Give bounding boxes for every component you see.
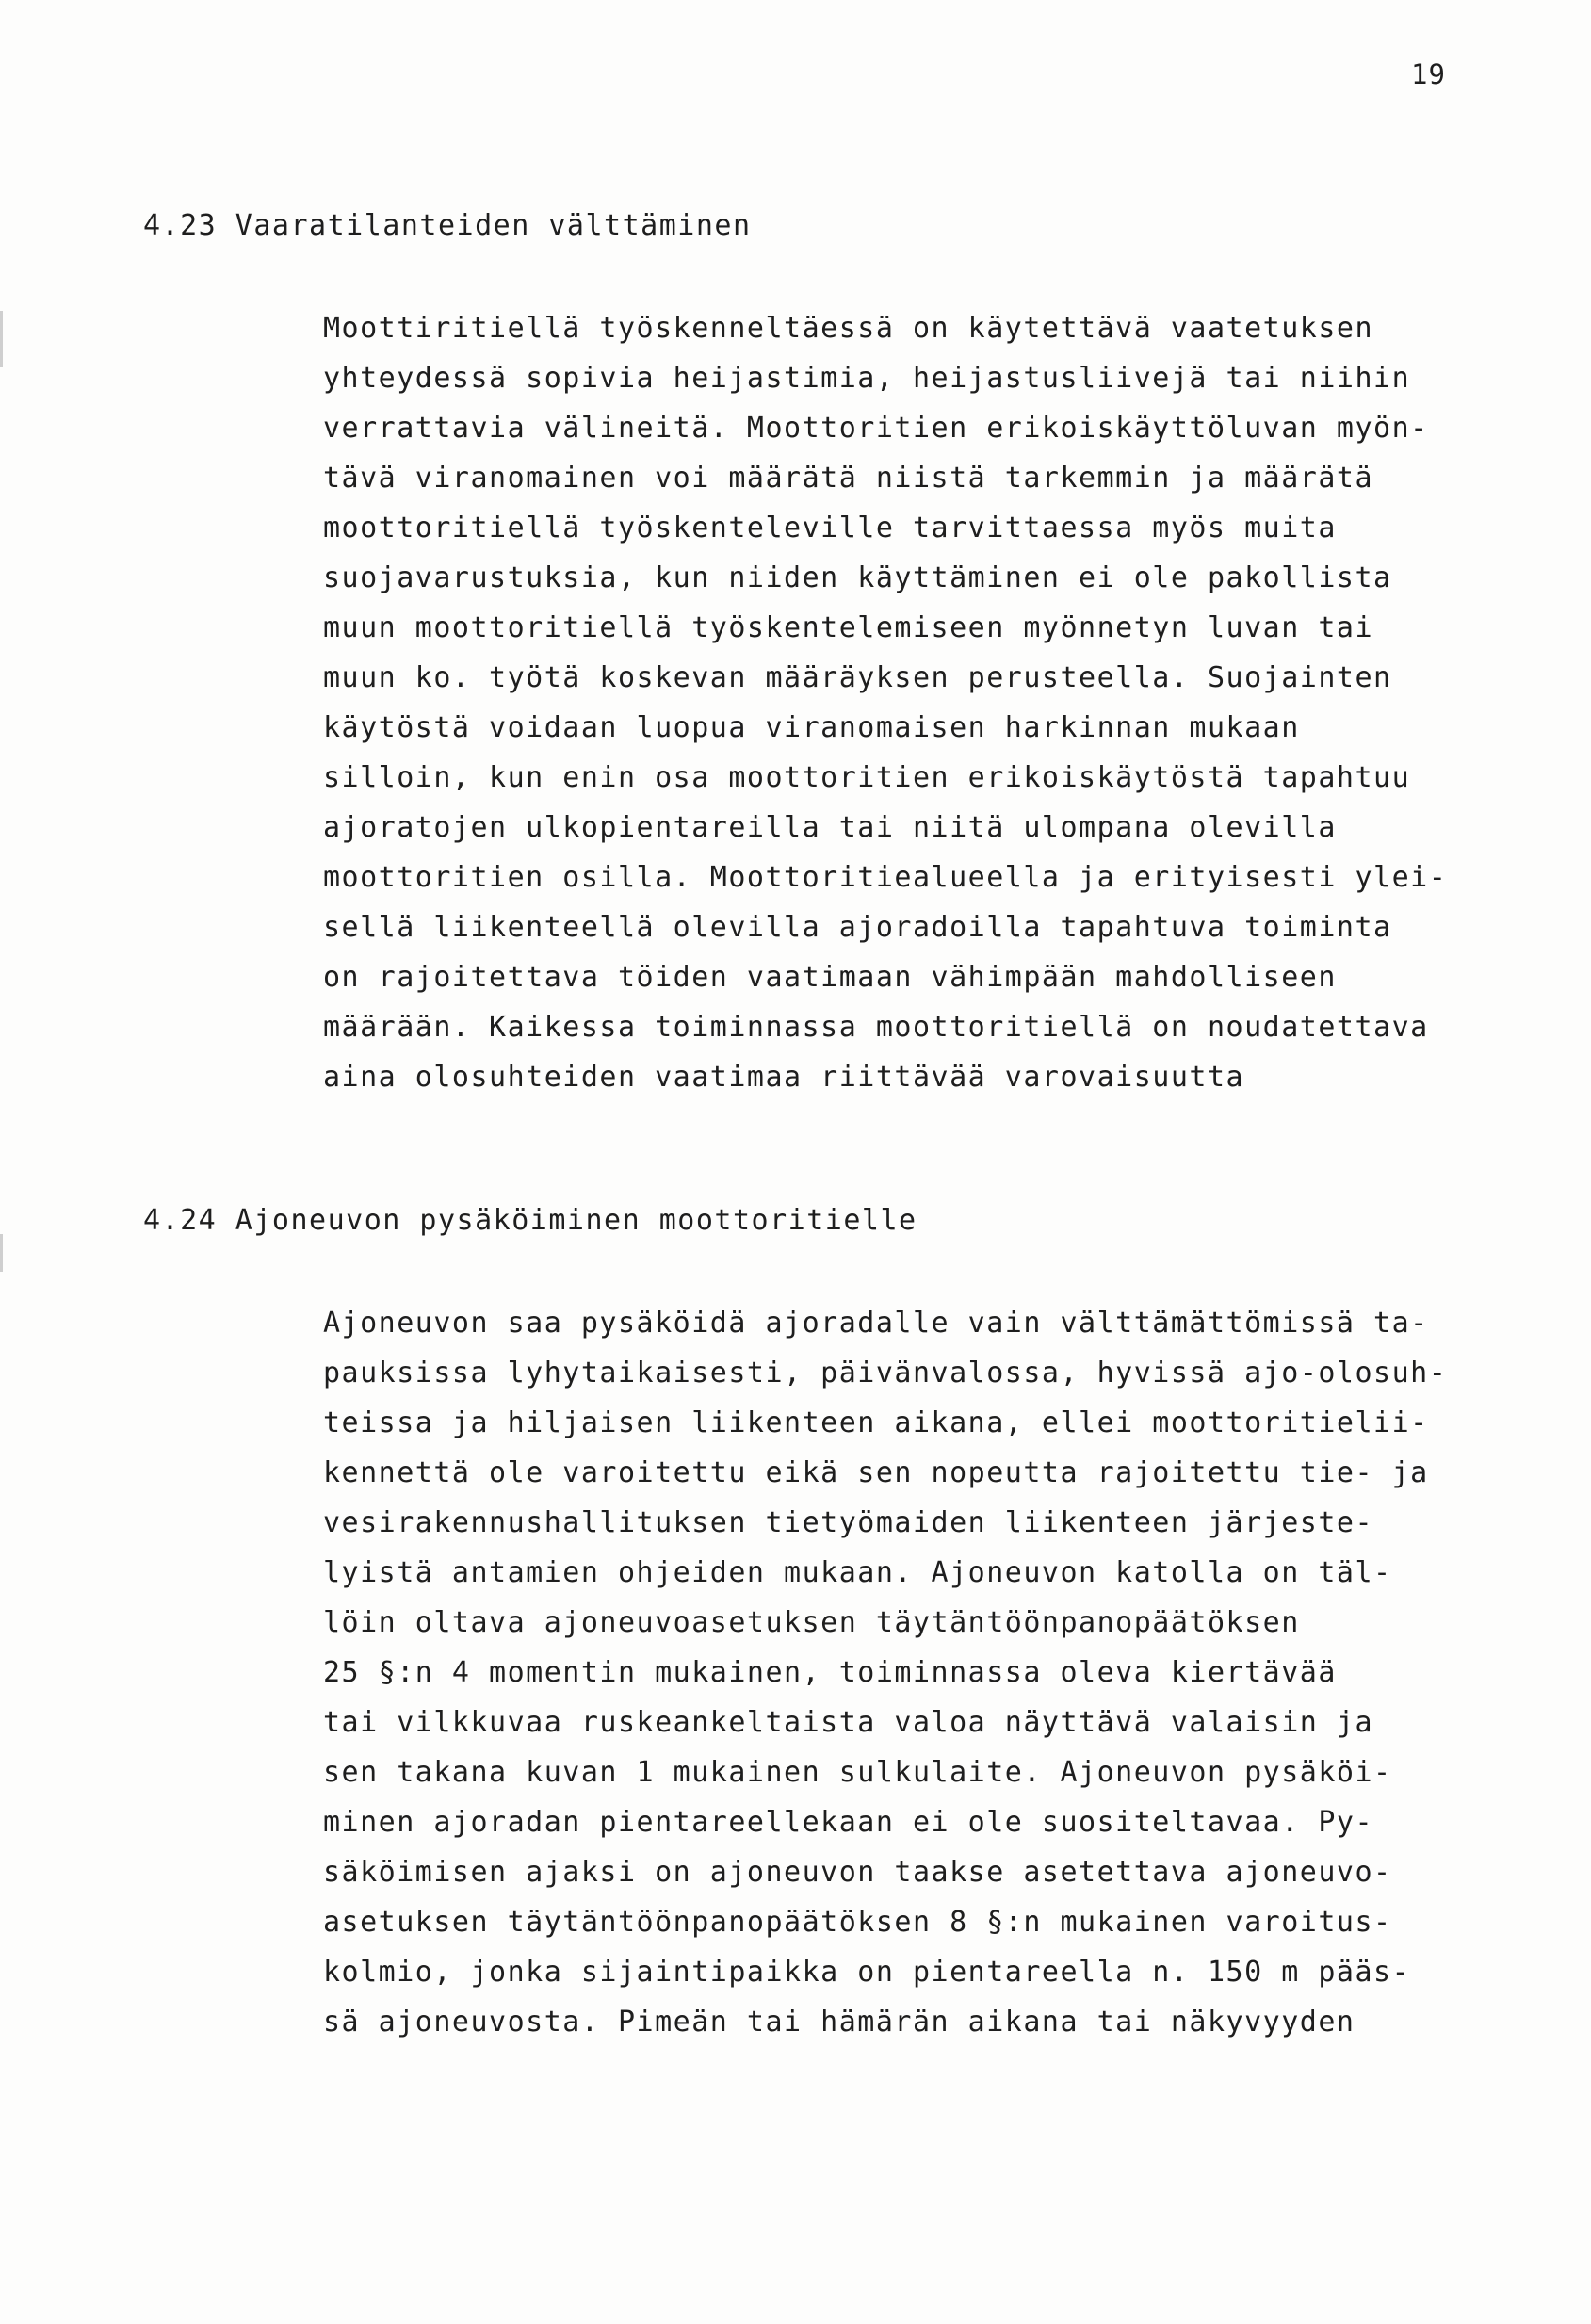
text-line: 25 §:n 4 momentin mukainen, toiminnassa oleva kiertävää: [323, 1656, 1337, 1689]
text-line: käytöstä voidaan luopua viranomaisen harkinnan mukaan: [323, 711, 1300, 744]
text-line: verrattavia välineitä. Moottoritien erikoiskäyttöluvan myön-: [323, 412, 1429, 445]
text-line: teissa ja hiljaisen liikenteen aikana, ellei moottoritielii-: [323, 1406, 1429, 1439]
text-line: Ajoneuvon saa pysäköidä ajoradalle vain välttämättömissä ta-: [323, 1307, 1429, 1340]
text-line: sellä liikenteellä olevilla ajoradoilla tapahtuva toiminta: [323, 911, 1392, 944]
text-line: aina olosuhteiden vaatimaa riittävää varovaisuutta: [323, 1061, 1245, 1094]
text-line: sen takana kuvan 1 mukainen sulkulaite. Ajoneuvon pysäköi-: [323, 1756, 1392, 1789]
text-line: määrään. Kaikessa toiminnassa moottoritiellä on noudatettava: [323, 1011, 1429, 1044]
text-line: yhteydessä sopivia heijastimia, heijastusliivejä tai niihin: [323, 362, 1411, 395]
text-line: silloin, kun enin osa moottoritien erikoiskäytöstä tapahtuu: [323, 761, 1411, 794]
page-number: 19: [1411, 58, 1446, 90]
text-line: löin oltava ajoneuvoasetuksen täytäntöönpanopäätöksen: [323, 1606, 1300, 1639]
text-line: pauksissa lyhytaikaisesti, päivänvalossa, hyvissä ajo-olosuh-: [323, 1357, 1448, 1390]
text-line: sä ajoneuvosta. Pimeän tai hämärän aikana tai näkyvyyden: [323, 2006, 1356, 2039]
scan-edge-mark: [0, 311, 3, 367]
text-line: moottoritien osilla. Moottoritiealueella ja erityisesti ylei-: [323, 861, 1448, 894]
text-line: on rajoitettava töiden vaatimaan vähimpään mahdolliseen: [323, 961, 1337, 994]
text-line: minen ajoradan pientareellekaan ei ole suositeltavaa. Py-: [323, 1806, 1374, 1839]
text-line: asetuksen täytäntöönpanopäätöksen 8 §:n mukainen varoitus-: [323, 1906, 1392, 1939]
text-line: kennettä ole varoitettu eikä sen nopeutta rajoitettu tie- ja: [323, 1456, 1429, 1489]
text-line: Moottiritiellä työskenneltäessä on käytettävä vaatetuksen: [323, 312, 1374, 345]
text-line: muun ko. työtä koskevan määräyksen perusteella. Suojainten: [323, 661, 1392, 694]
text-line: tävä viranomainen voi määrätä niistä tarkemmin ja määrätä: [323, 462, 1374, 495]
section-body: [323, 303, 1447, 1102]
text-line: tai vilkkuvaa ruskeankeltaista valoa näyttävä valaisin ja: [323, 1706, 1374, 1739]
text-line: moottoritiellä työskenteleville tarvittaessa myös muita: [323, 512, 1337, 544]
text-line: suojavarustuksia, kun niiden käyttäminen ei ole pakollista: [323, 561, 1392, 594]
section-heading: 4.23 Vaaratilanteiden välttäminen: [143, 209, 752, 242]
scan-edge-mark: [0, 1234, 3, 1272]
text-line: säköimisen ajaksi on ajoneuvon taakse asetettava ajoneuvo-: [323, 1856, 1392, 1889]
text-line: muun moottoritiellä työskentelemiseen myönnetyn luvan tai: [323, 611, 1374, 644]
text-line: lyistä antamien ohjeiden mukaan. Ajoneuvon katolla on täl-: [323, 1556, 1392, 1589]
section-heading: 4.24 Ajoneuvon pysäköiminen moottoritielle: [143, 1204, 917, 1237]
text-line: ajoratojen ulkopientareilla tai niitä ulompana olevilla: [323, 811, 1337, 844]
section-body: [323, 1298, 1447, 2047]
text-line: kolmio, jonka sijaintipaikka on pientareella n. 150 m pääs-: [323, 1956, 1411, 1989]
text-line: vesirakennushallituksen tietyömaiden liikenteen järjeste-: [323, 1506, 1374, 1539]
